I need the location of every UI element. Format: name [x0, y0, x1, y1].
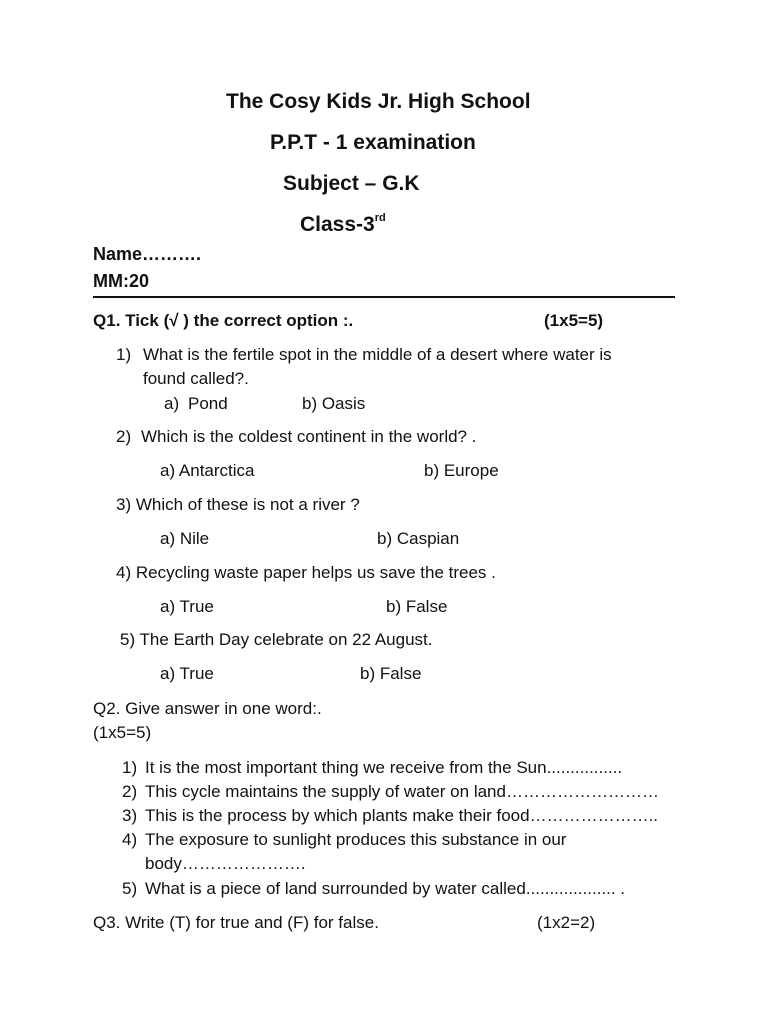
q3-heading: Q3. Write (T) for true and (F) for false.: [93, 913, 379, 932]
q1-item-5-option-a: a) True: [160, 664, 214, 683]
q1-item-2-question: Which is the coldest continent in the world? .: [141, 427, 477, 446]
q1-label: Q1: [93, 311, 116, 330]
q2-item-2-question: This cycle maintains the supply of water on land………………………: [145, 782, 659, 801]
class-label: [300, 213, 386, 237]
name-field-label: Name……….: [93, 244, 202, 264]
q1-item-2-option-b: b) Europe: [424, 461, 499, 480]
q2-item-5-number: 5): [122, 879, 138, 898]
q1-item-4-question: 4) Recycling waste paper helps us save the trees .: [116, 563, 496, 582]
q1-item-1-option-b: b) Oasis: [302, 394, 366, 413]
max-marks: MM:20: [93, 271, 150, 291]
q1-item-5-option-b: b) False: [360, 664, 422, 683]
q2-marks: (1x5=5): [93, 723, 152, 742]
q2-item-5-question: What is a piece of land surrounded by water called................... .: [145, 879, 626, 898]
q1-item-5-question: 5) The Earth Day celebrate on 22 August.: [120, 630, 433, 649]
q1-item-1-question-cont: found called?.: [143, 369, 249, 388]
q2-item-3-question: This is the process by which plants make their food…………………..: [145, 806, 659, 825]
q1-heading: [93, 311, 353, 331]
exam-title: P.P.T - 1 examination: [270, 131, 476, 154]
q3-marks: (1x2=2): [537, 913, 596, 932]
q1-item-3-question: 3) Which of these is not a river ?: [116, 495, 360, 514]
q1-item-3-option-b: b) Caspian: [377, 529, 460, 548]
q1-item-4-option-a: a) True: [160, 597, 214, 616]
q1-item-2-option-a: a) Antarctica: [160, 461, 255, 480]
q2-heading: Q2. Give answer in one word:.: [93, 699, 322, 718]
q1-item-1-number: 1): [116, 345, 132, 364]
q2-item-4-question-cont: body………………….: [145, 854, 306, 873]
q1-instruction: . Tick (√ ) the correct option :.: [115, 311, 354, 330]
q2-item-1-number: 1): [122, 758, 138, 777]
q1-item-2-number: 2): [116, 427, 132, 446]
subject-label: Subject – G.K: [283, 172, 420, 195]
q2-item-2-number: 2): [122, 782, 138, 801]
q2-item-3-number: 3): [122, 806, 138, 825]
school-name: The Cosy Kids Jr. High School: [226, 90, 531, 113]
q1-item-1-option-a-mark: a): [164, 394, 180, 413]
class-number: Class-3: [300, 213, 375, 236]
q2-item-4-question: The exposure to sunlight produces this substance in our: [145, 830, 567, 849]
header-divider: [93, 296, 675, 298]
class-ordinal: rd: [374, 212, 386, 224]
q1-item-1-option-a: Pond: [188, 394, 228, 413]
q1-item-3-option-a: a) Nile: [160, 529, 210, 548]
q1-item-1-question: What is the fertile spot in the middle of a desert where water is: [143, 345, 612, 364]
q2-item-1-question: It is the most important thing we receive from the Sun................: [145, 758, 623, 777]
q1-item-4-option-b: b) False: [386, 597, 448, 616]
q1-marks: (1x5=5): [544, 311, 604, 330]
q2-item-4-number: 4): [122, 830, 138, 849]
